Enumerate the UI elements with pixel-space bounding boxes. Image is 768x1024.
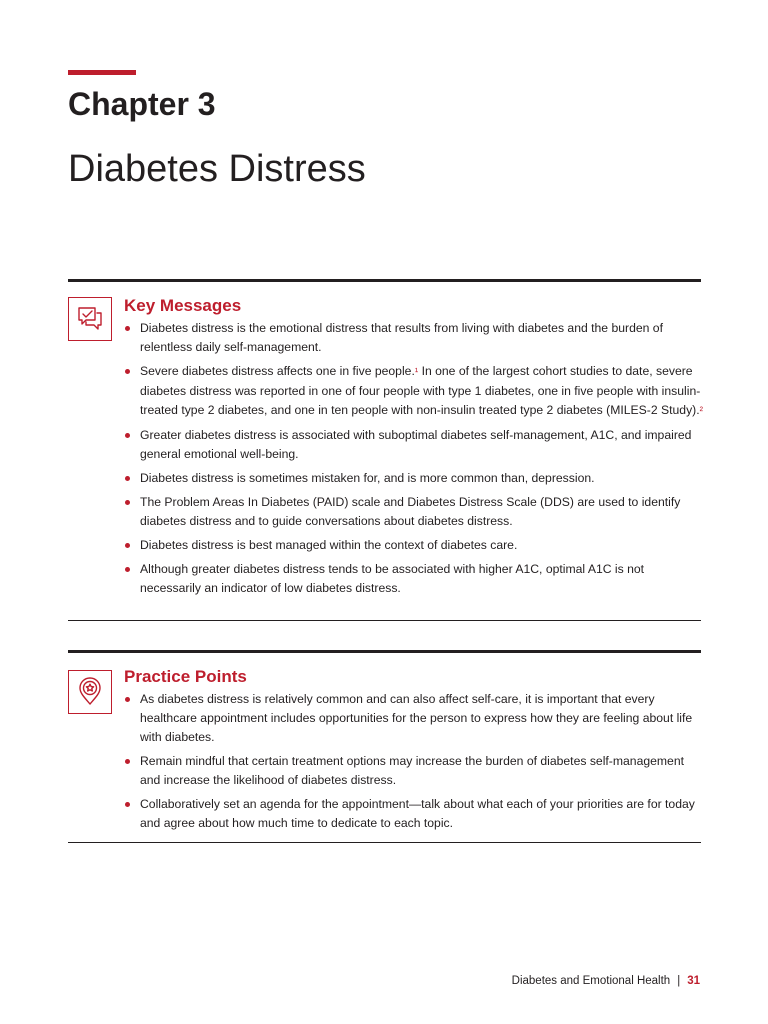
list-item: Collaboratively set an agenda for the appointment—talk about what each of your priorities are for today and agree about how much time to dedicate to each topic. [124,795,704,833]
list-item: As diabetes distress is relatively common and can also affect self-care, it is important that every healthcare appointment includes opportunities for the person to express how they are feeling about life with diabetes. [124,690,704,747]
key-messages-heading: Key Messages [124,296,242,315]
list-item: The Problem Areas In Diabetes (PAID) scale and Diabetes Distress Scale (DDS) are used to identify diabetes distress and to guide conversations about diabetes distress. [124,493,704,531]
footer-title: Diabetes and Emotional Health [511,975,671,987]
section-bottom-rule [68,842,701,843]
chapter-title: Diabetes Distress [68,148,366,190]
chapter-accent-bar [68,70,136,75]
star-location-pin-icon [68,670,112,714]
section-bottom-rule [68,620,701,621]
page-footer [512,975,700,987]
footer-separator: | [677,975,681,987]
checklist-speech-bubble-icon [68,297,112,341]
list-item: Diabetes distress is sometimes mistaken for, and is more common than, depression. [124,469,704,488]
list-item: Greater diabetes distress is associated with suboptimal diabetes self-management, A1C, and impaired general emotional well-being. [124,426,704,464]
chapter-label: Chapter 3 [68,86,216,122]
list-item: Severe diabetes distress affects one in five people.¹ In one of the largest cohort studies to date, severe diabetes distress was reported in one of four people with type 1 diabetes, one in five people with insulin-treated type 2 diabetes, and one in ten people with non-insulin treated type 2 diabetes (MILES-2 Study).² [124,362,704,421]
list-item: Diabetes distress is the emotional distress that results from living with diabetes and the burden of relentless daily self-management. [124,319,704,357]
page-number: 31 [687,975,700,987]
section-top-rule [68,279,701,282]
list-item: Although greater diabetes distress tends to be associated with higher A1C, optimal A1C is not necessarily an indicator of low diabetes distress. [124,560,704,598]
section-top-rule [68,650,701,653]
list-item: Diabetes distress is best managed within the context of diabetes care. [124,536,704,555]
list-item: Remain mindful that certain treatment options may increase the burden of diabetes self-management and increase the likelihood of diabetes distress. [124,752,704,790]
key-messages-list [124,319,704,603]
key-messages-section [68,279,701,622]
practice-points-list [124,690,704,838]
practice-points-section [68,650,701,844]
practice-points-heading: Practice Points [124,667,247,686]
